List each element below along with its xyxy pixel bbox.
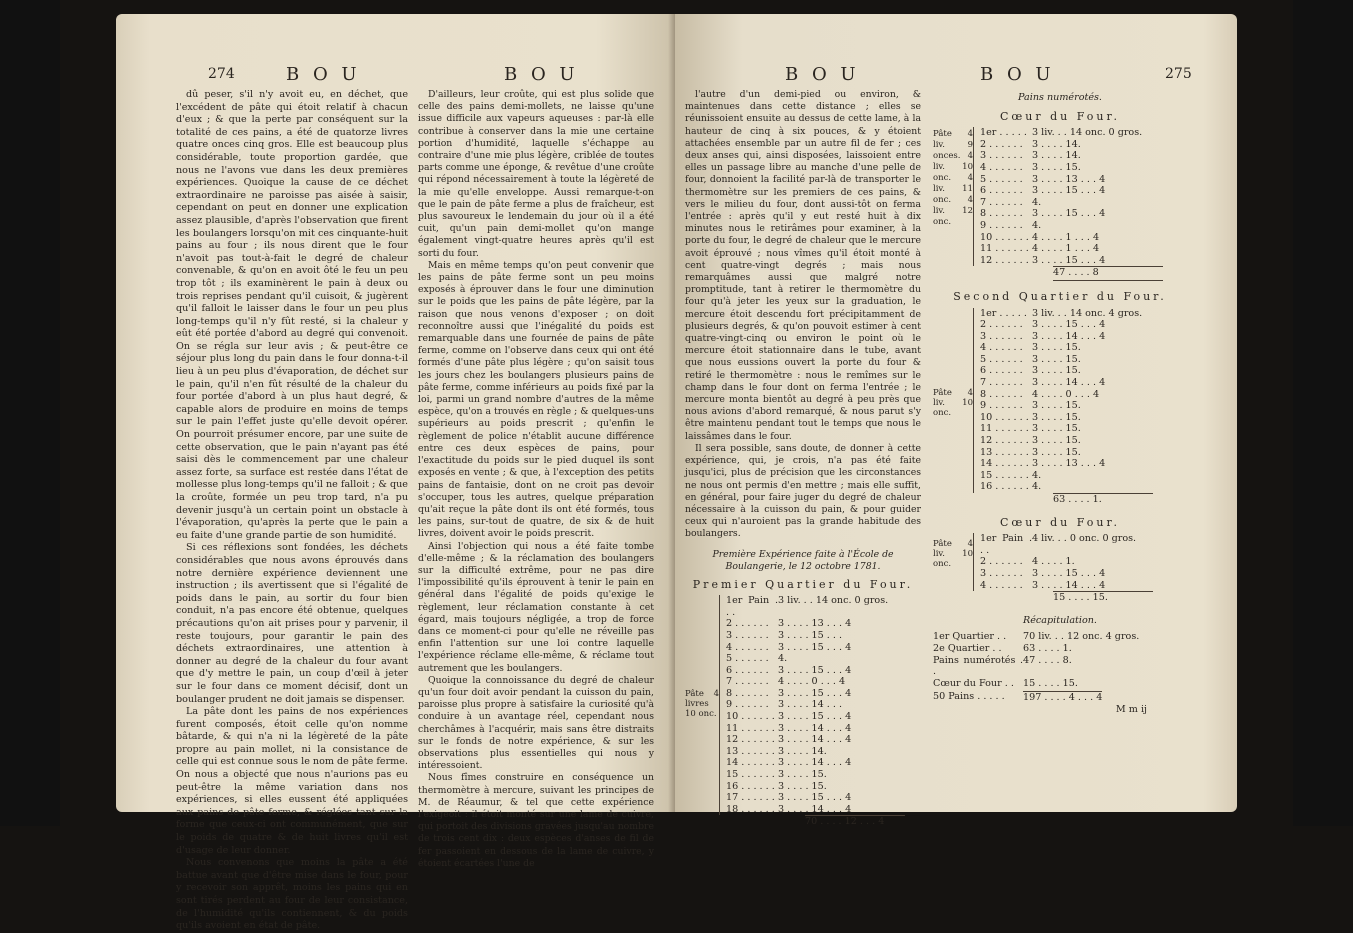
table-row [980,308,1187,320]
row-label: 1er Pain . . . [726,595,778,618]
row-value: 3 . . . . 14 . . . [778,699,843,711]
left-page [116,14,681,932]
row-value: 3 . . . . 15. [1032,435,1081,447]
dough-label: Pâte 4 liv. 9 onces. 4 liv. 10 onc. 4 liv. 11 onc. 4 liv. 12 onc. [933,129,973,228]
row-label: 16 . . . . . . [980,481,1029,493]
paragraph: Mais en même temps qu'on peut convenir que les pains de pâte ferme sont un peu moins exposés à éprouver dans le four une diminution sur le poids que les pains de pâte légère, par la raison que nous venons d'exposer ; on doit reconnoître aussi que l'inégalité du poids est remarquable dans une fournée de pains de pâte ferme, comme on l'observe dans ceux qui ont été formés d'une pâte plus légère ; qu'on saisit tous les jours chez les boulangers plusieurs pains de pâte ferme, comme inférieurs au poids fixé par la loi, parmi un grand nombre d'autres de la même espèce, qu'on a trouvés en règle ; & quelques-uns supérieurs au poids prescrit ; qu'enfin le règlement de police n'établit aucune différence entre ces deux espèces de pains, pour l'exactitude du poids sur le pied duquel ils sont exposés en vente ; & que, à l'exception des petits pains de fantaisie, dont on ne croit pas devoir s'occuper, tous les autres, quelque préparation qu'ait reçue la pâte dont ils ont été formés, tous les pains, sur-tout de quatre, de six & de huit livres, doivent avoir le poids prescrit. [418,259,654,540]
row-value: 3 . . . . 15. [1032,411,1081,423]
row-label: 4 . . . . . . [980,579,1023,591]
table-row [980,354,1187,366]
table-row [980,127,1187,139]
row-value: 3 . . . . 15. [1032,400,1081,412]
row-value: 3 . . . . 15 . . . 4 [778,664,852,676]
table-row [980,139,1187,151]
row-label: 12 . . . . . . [980,254,1029,266]
table-row [980,331,1187,343]
row-value: 3 . . . . 15. [1032,342,1081,354]
table-row [980,470,1187,482]
paragraph: Ainsi l'objection qui nous a été faite tombe d'elle-même ; & la réclamation des boulangers sur la difficulté extrême, pour ne pas dire l'impossibilité qu'ils éprouvent à tenir le pain en général dans l'égalité de poids qu'exige le règlement, leur réclamation constante à cet égard, mais toujours négligée, a trop de force dans ce moment-ci pour qu'elle ne réveille pas enfin l'attention sur une loi contre laquelle l'expérience réclame elle-même, & réclame tout autrement que les boulangers. [418,540,654,674]
table-row [980,342,1187,354]
row-label: 5 . . . . . . [980,173,1023,185]
row-value: 3 . . . . 15. [1032,446,1081,458]
table-row [726,665,921,677]
table-row [980,481,1187,493]
table-row [980,208,1187,220]
row-label: 2 . . . . . . [980,319,1023,331]
row-label: 8 . . . . . . [980,388,1023,400]
paragraph: Nous convenons que moins la pâte a été battue avant que d'être mise dans le four, pour y recevoir son apprêt, moins les pains qui en sont tirés perdent au four de leur consistance, de l'humidité qu'ils contiennent, & du poids qu'ils avoient en état de pâte. [176,857,408,932]
table-row [726,595,921,618]
row-value: 4 . . . . 0 . . . 4 [778,676,846,688]
row-value: 3 . . . . 13 . . . 4 [1032,458,1106,470]
row-value: 4 liv. . . 0 onc. 0 gros. [1032,533,1137,545]
premier-table [685,595,921,815]
row-value: 3 . . . . 13 . . . 4 [1032,173,1106,185]
row-value: 3 . . . . 15 . . . 4 [1032,208,1106,220]
row-label: 6 . . . . . . [726,664,769,676]
running-header: B O U [286,64,361,85]
running-header: B O U [785,64,860,85]
row-value: 3 . . . . 15. [1032,423,1081,435]
row-label: 14 . . . . . . [726,757,775,769]
row-value: 3 . . . . 15. [778,780,827,792]
paragraph: l'autre d'un demi-pied ou environ, & maintenues dans cette distance ; elles se réunissoient ensuite au dessus de cette lame, à la hauteur de cinq à six pouces, & y étoient attachées ensemble par un autre fil de fer ; ces deux anses qui, ainsi disposées, laissoient entre elles un passage libre au manche d'une pelle de four, donnoient la facilité par-là de transporter le thermomètre sur les premiers de ces pains, & vers le milieu du four, dont aussi-tôt on ferma l'entrée : après qu'il y eut resté huit à dix minutes nous le retirâmes pour examiner, à la porte du four, le degré de chaleur que le mercure avoit éprouvé ; nous vîmes qu'il étoit monté à cent quatre-vingt degrés ; mais nous remarquâmes aussi que malgré notre promptitude, tant à retirer le thermomètre du four qu'à jeter les yeux sur la graduation, le mercure étoit descendu fort précipitamment de plusieurs degrés, & qu'on pouvoit estimer à cent quatre-vingt-cinq ou environ le point où le mercure étoit stationnaire dans le tube, avant que nous eussions ouvert la porte du four & retiré le thermomètre : nous le remîmes sur le champ dans le four dont on ferma l'entrée ; le mercure monta bientôt au degré à peu près que nous avions d'abord remarqué, & nous parut s'y être maintenu pendant tout le temps que nous le laissâmes dans le four. [685,89,921,442]
table-row [933,678,1187,690]
row-label: 15 . . . . . . [980,469,1029,481]
second-rows [973,308,1187,494]
table-row [980,435,1187,447]
row-value: 63 . . . . 1. [1023,642,1072,654]
right-column-1 [685,89,921,829]
table-row [980,458,1187,470]
row-value: 4. [1032,196,1042,208]
row-label: 2 . . . . . . [980,556,1023,568]
row-value: 3 . . . . 15 . . . 4 [1032,319,1106,331]
row-label: 11 . . . . . . [980,423,1029,435]
row-value: 3 . . . . 14. [778,745,827,757]
left-column-2 [418,89,654,870]
row-label: 5 . . . . . . [980,353,1023,365]
row-value: 4 . . . . 0 . . . 4 [1032,388,1100,400]
row-value: 4 . . . . 1. [1032,556,1075,568]
row-label: 4 . . . . . . [980,342,1023,354]
premier-rows [719,595,921,815]
table-row [980,255,1187,267]
row-label: 16 . . . . . . [726,780,775,792]
row-value: 3 . . . . 15 . . . 4 [1032,185,1106,197]
row-value: 4. [1032,219,1042,231]
coeur2-table [933,533,1187,591]
row-value: 3 . . . . 14 . . . 4 [778,722,852,734]
coeur2-total: 15 . . . . 15. [1053,591,1153,605]
table-row [933,643,1187,655]
table-row [726,792,921,804]
row-value: 4 . . . . 1 . . . 4 [1032,231,1100,243]
row-value: 3 liv. . . 14 onc. 0 gros. [778,595,889,607]
row-value: 3 . . . . 14. [1032,138,1081,150]
row-label: 1er . . . . . [980,127,1027,139]
row-label: 12 . . . . . . [980,435,1029,447]
row-value: 3 . . . . 15 . . . 4 [1032,567,1106,579]
table-row [933,655,1187,678]
row-value: 3 . . . . 14 . . . 4 [1032,330,1106,342]
row-label: 7 . . . . . . [726,676,769,688]
running-header-2: B O U [980,64,1055,85]
table-row [726,711,921,723]
table-row [726,676,921,688]
table-row [980,232,1187,244]
row-value: 3 . . . . 14 . . . 4 [778,803,852,815]
second-table [933,308,1187,494]
table-row [980,423,1187,435]
book-edge-left [0,0,60,826]
row-label: 14 . . . . . . [980,458,1029,470]
row-value: 3 . . . . 15. [1032,365,1081,377]
row-value: 3 . . . . 13 . . . 4 [778,618,852,630]
recap-total-value: 197 . . . . 4 . . . 4 [1023,692,1103,704]
row-value: 3 . . . . 15 . . . 4 [778,711,852,723]
row-value: 3 . . . . 15. [1032,353,1081,365]
table-row [980,150,1187,162]
row-value: 3 . . . . 15 . . . 4 [778,792,852,804]
table-row [980,365,1187,377]
paragraph: D'ailleurs, leur croûte, qui est plus solide que celle des pains demi-mollets, ne laisse qu'une issue difficile aux vapeurs aqueuses : par-là elle contribue à conserver dans la mie une certaine portion d'humidité, laquelle s'échappe au contraire d'une mie plus légère, criblée de toutes parts comme une éponge, & revêtue d'une croûte qui répond nécessairement à toute la légèreté de la mie qu'elle enveloppe. Aussi remarque-t-on que le pain de pâte ferme a plus de fraîcheur, est plus savoureux le lendemain du jour où il a été cuit, qu'un pain demi-mollet qu'on mange également vingt-quatre heures après qu'il est sorti du four. [418,89,654,259]
row-label: 3 . . . . . . [980,330,1023,342]
row-label: 2 . . . . . . [726,618,769,630]
row-value: 70 liv. . . 12 onc. 4 gros. [1023,631,1140,643]
row-value: 4 . . . . 1 . . . 4 [1032,243,1100,255]
table-row [980,580,1187,592]
row-label: 3 . . . . . . [980,150,1023,162]
second-total: 63 . . . . 1. [1053,493,1153,507]
row-value: 3 . . . . 14. [1032,150,1081,162]
row-value: 3 . . . . 15. [1032,161,1081,173]
premier-total: 70 . . . . 12 . . . 4 [805,815,905,828]
table-row [980,400,1187,412]
table-row [726,769,921,781]
dough-label: Pâte 4 livres 10 onc. [685,689,719,720]
row-label: 11 . . . . . . [726,722,775,734]
section-title: Pains numérotés. [1018,92,1102,103]
row-label: 8 . . . . . . [726,687,769,699]
row-value: 4. [1032,481,1042,493]
table-row [980,220,1187,232]
row-label: 9 . . . . . . [980,219,1023,231]
row-label: 1er . . . . . [980,307,1027,319]
table-row [726,804,921,816]
table-row [726,688,921,700]
row-label: 3 . . . . . . [980,567,1023,579]
row-label: 6 . . . . . . [980,185,1023,197]
page-number: 275 [1165,66,1192,82]
coeur1-total: 47 . . . . 8 [1053,266,1163,281]
table-row [980,319,1187,331]
table-row [980,533,1187,556]
table-row [726,734,921,746]
table-row [726,781,921,793]
row-label: 7 . . . . . . [980,196,1023,208]
paragraph: Si ces réflexions sont fondées, les déchets considérables que nous avons éprouvés dans notre dernière expérience deviennent une instruction ; ils avertissent que si l'égalité de poids dans le pain, au sortir du four bien conduit, n'a pas encore été obtenue, quelques précautions qu'on ait prises pour y parvenir, il reste toujours, pour garantir le pain des déchets extraordinaires, une attention à donner au degré de la chaleur du four avant que d'y mettre le pain, un coup d'œil à jeter sur le four dans ce moment décisif, dont un boulanger prudent ne doit jamais se dispenser. [176,542,408,705]
row-value: 3 liv. . . 14 onc. 0 gros. [1032,127,1143,139]
page-number: 274 [208,66,235,82]
running-header-2: B O U [504,64,579,85]
table-row [726,642,921,654]
row-label: 10 . . . . . . [726,711,775,723]
table-row [933,631,1187,643]
row-value: 15 . . . . 15. [1023,677,1078,689]
row-label: 1er Quartier . . [933,631,1007,643]
paragraph: Quoique la connoissance du degré de chaleur qu'un four doit avoir pendant la cuisson du pain, paroisse plus propre à satisfaire la curiosité qu'à conduire à un avantage réel, cependant nous cherchâmes à l'acquérir, mais sans être distraits sur le fonds de notre expérience, & sur les observations plus essentielles qui nous y intéressoient. [418,674,654,772]
row-label: 3 . . . . . . [726,629,769,641]
table-row [980,556,1187,568]
table-row [726,618,921,630]
recap-total-label: 50 Pains . . . . . [933,691,1005,703]
table-heading: Premier Quartier du Four. [692,577,914,591]
row-label: 9 . . . . . . [726,699,769,711]
left-column-1 [176,89,408,933]
row-label: 11 . . . . . . [980,243,1029,255]
coeur1-table [933,127,1187,266]
row-label: 2 . . . . . . [980,138,1023,150]
table-row [980,243,1187,255]
row-label: 13 . . . . . . [726,745,775,757]
coeur1-rows [973,127,1187,266]
row-label: Cœur du Four . . [933,677,1014,689]
table-row [980,174,1187,186]
row-value: 47 . . . . 8. [1023,654,1072,666]
row-label: 2e Quartier . . [933,642,1002,654]
row-label: 6 . . . . . . [980,365,1023,377]
experience-title: Première Expérience faite à l'École de Boulangerie, le 12 octobre 1781. [712,548,894,572]
row-value: 3 liv. . . 14 onc. 4 gros. [1032,307,1143,319]
row-label: 10 . . . . . . [980,411,1029,423]
table-row [980,389,1187,401]
row-label: 4 . . . . . . [726,641,769,653]
right-page [675,14,1237,828]
row-value: 4. [778,653,788,665]
row-label: 15 . . . . . . [726,769,775,781]
recap-rows [933,631,1187,689]
recap-total-row [933,691,1187,704]
row-label: 9 . . . . . . [980,400,1023,412]
row-label: 10 . . . . . . [980,231,1029,243]
section-heading: Second Quartier du Four. [953,289,1167,303]
table-row [726,699,921,711]
table-row [980,185,1187,197]
book-edge-right [1293,0,1353,826]
row-value: 3 . . . . 14 . . . 4 [1032,579,1106,591]
right-column-2 [933,92,1187,717]
row-value: 3 . . . . 15 . . . [778,629,843,641]
paragraph: La pâte dont les pains de nos expériences furent composés, étoit celle qu'on nomme bâtarde, & qui n'a ni la légèreté de la pâte propre au pain mollet, ni la consistance de celle qui est connue sous le nom de pâte ferme. On nous a objecté que nous n'aurions pas eu peut-être la même variation dans nos expériences, si elles eussent été appliquées aux pains de pâte ferme, & réglées tant sur la forme que ceux-ci ont communément, que sur le poids de quatre & de huit livres qu'il est d'usage de leur donner. [176,706,408,856]
table-row [980,568,1187,580]
row-value: 3 . . . . 15 . . . 4 [778,641,852,653]
row-value: 3 . . . . 14 . . . 4 [778,757,852,769]
row-value: 3 . . . . 15. [778,769,827,781]
dough-label: Pâte 4 liv. 10 onc. [933,539,973,570]
paragraph: dû peser, s'il n'y avoit eu, en déchet, que l'excédent de pâte qui étoit relatif à chacun d'eux ; & que la perte par conséquent sur la totalité de ces pains, a été de quatorze livres quatre onces cinq gros. Elle est beaucoup plus considérable, toute proportion gardée, que nous ne l'avons vue dans les deux premières expériences. Quoique la cause de ce déchet extraordinaire ne paroisse pas aisée à saisir, cependant on peut en donner une explication assez plausible, d'après l'observation que firent les boulangers lorsqu'on mit ces cinquante-huit pains au four ; ils nous dirent que le four n'avoit pas tout-à-fait le degré de chaleur convenable, & qu'on en avoit ôté le feu un peu trop tôt ; ils examinèrent le pain à deux ou trois reprises pendant qu'il cuisoit, & jugèrent qu'il falloit le laisser dans le four un peu plus long-temps qu'il n'y fût resté, si la chaleur y eût été portée d'abord au degré qui convenoit. On se régla sur leur avis ; & peut-être ce séjour plus long du pain dans le four donna-t-il lieu à un peu plus d'évaporation, de déchet sur le pain, qu'il n'en fût résulté de la chaleur du four portée d'abord à un plus haut degré, & capable alors de produire en moins de temps sur le pain l'effet juste qu'elle devoit opérer. On pourroit présumer encore, par une suite de cette observation, que le pain n'ayant pas été saisi dès le commencement par une chaleur assez forte, sa surface est restée dans l'état de mollesse plus long-temps qu'il ne falloit ; & que la croûte, formée un peu trop tard, n'a pu devenir jusqu'à un certain point un obstacle à l'évaporation, qu'après la perte que le pain a eu faite d'une grande partie de son humidité. [176,89,408,541]
table-row [980,377,1187,389]
table-row [980,412,1187,424]
row-label: 18 . . . . . . [726,803,775,815]
row-label: 12 . . . . . . [726,734,775,746]
table-row [980,197,1187,209]
row-label: 1er Pain . . . [980,533,1032,556]
row-value: 3 . . . . 15 . . . 4 [778,687,852,699]
table-row [980,162,1187,174]
table-row [726,630,921,642]
row-label: 8 . . . . . . [980,208,1023,220]
dough-label: Pâte 4 liv. 10 onc. [933,387,973,418]
row-label: 17 . . . . . . [726,792,775,804]
row-label: 7 . . . . . . [980,377,1023,389]
row-value: 3 . . . . 14 . . . 4 [778,734,852,746]
signature-mark: M m ij [1115,703,1147,715]
table-row [726,746,921,758]
row-label: 13 . . . . . . [980,446,1029,458]
recap-title: Récapitulation. [1023,614,1097,626]
row-value: 3 . . . . 14 . . . 4 [1032,377,1106,389]
table-row [726,653,921,665]
paragraph: Nous fîmes construire en conséquence un thermomètre à mercure, suivant les principes de M. de Réaumur, & tel que cette expérience l'exigeoit : il étoit monté sur une lame de cuivre, qui portoit des divisions gravées jusqu'au nombre de trois cent dix : deux espèces d'anses de fil de fer passoient en dessous de la lame de cuivre, y étoient écartées l'une de [418,772,654,869]
row-value: 4. [1032,469,1042,481]
section-heading: Cœur du Four. [999,109,1121,123]
table-row [980,447,1187,459]
paragraph: Il sera possible, sans doute, de donner à cette expérience, qui, je crois, n'a pas été faite jusqu'ici, plus de précision que les circonstances ne nous ont permis d'en mettre ; mais elle suffit, en général, pour faire juger du degré de chaleur nécessaire à la cuisson du pain, & pour guider ceux qui n'auroient pas la grande habitude des boulangers. [685,442,921,540]
row-label: 4 . . . . . . [980,161,1023,173]
coeur2-rows [973,533,1187,591]
section-heading: Cœur du Four. [999,515,1121,529]
table-row [726,757,921,769]
table-row [726,723,921,735]
row-label: Pains numérotés . . [933,654,1023,678]
row-value: 3 . . . . 15 . . . 4 [1032,254,1106,266]
row-label: 5 . . . . . . [726,653,769,665]
